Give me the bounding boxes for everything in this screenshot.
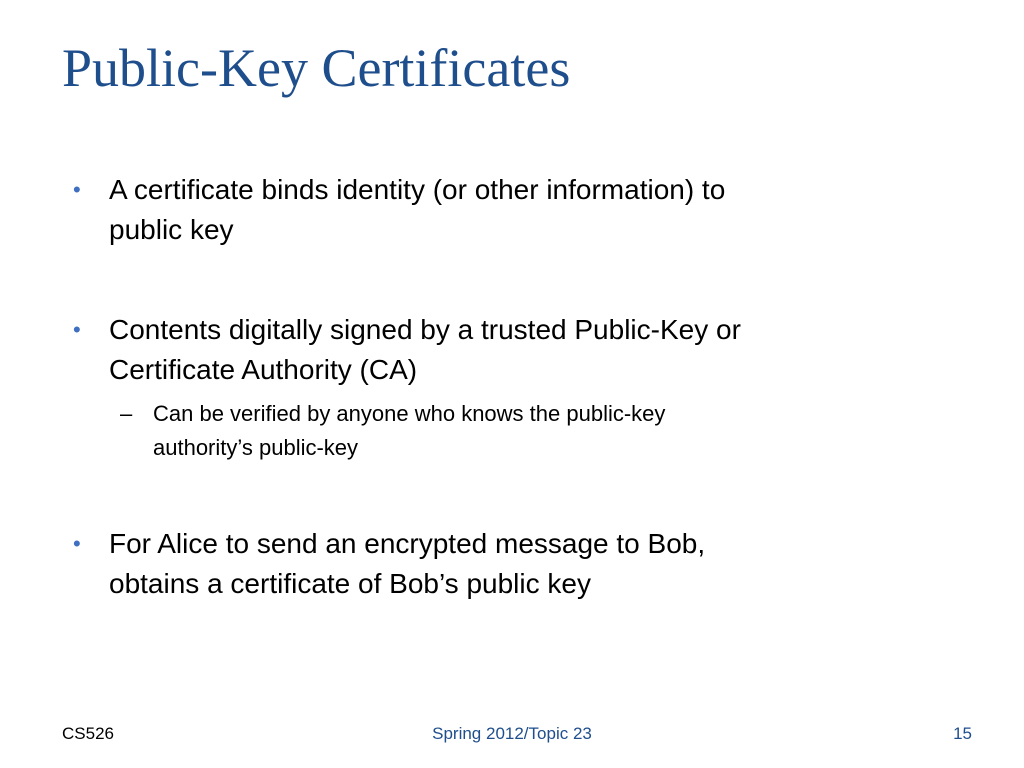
bullet-line: For Alice to send an encrypted message to Bob,: [109, 528, 706, 559]
bullet-line: obtains a certificate of Bob’s public key: [109, 568, 591, 599]
bullet-line: Contents digitally signed by a trusted Public-Key or: [109, 314, 741, 345]
bullet-text: [109, 524, 909, 604]
footer-topic: Spring 2012/Topic 23: [432, 724, 592, 743]
sub-bullet-marker: –: [120, 401, 133, 426]
sub-bullet-text: [153, 397, 873, 465]
bullet-line: A certificate binds identity (or other information) to: [109, 174, 726, 205]
bullet-line: public key: [109, 214, 234, 245]
sub-bullet-line: Can be verified by anyone who knows the public-key: [153, 401, 666, 426]
slide-title: Public-Key Certificates: [62, 38, 571, 98]
bullet-line: Certificate Authority (CA): [109, 354, 418, 385]
bullet-marker: •: [73, 177, 81, 202]
bullet-marker: •: [73, 317, 81, 342]
bullet-text: [109, 310, 909, 390]
page-number: 15: [953, 724, 972, 743]
sub-bullet-line: authority’s public-key: [153, 435, 359, 460]
footer-course: CS526: [62, 724, 114, 743]
bullet-marker: •: [73, 531, 81, 556]
bullet-text: [109, 170, 909, 250]
